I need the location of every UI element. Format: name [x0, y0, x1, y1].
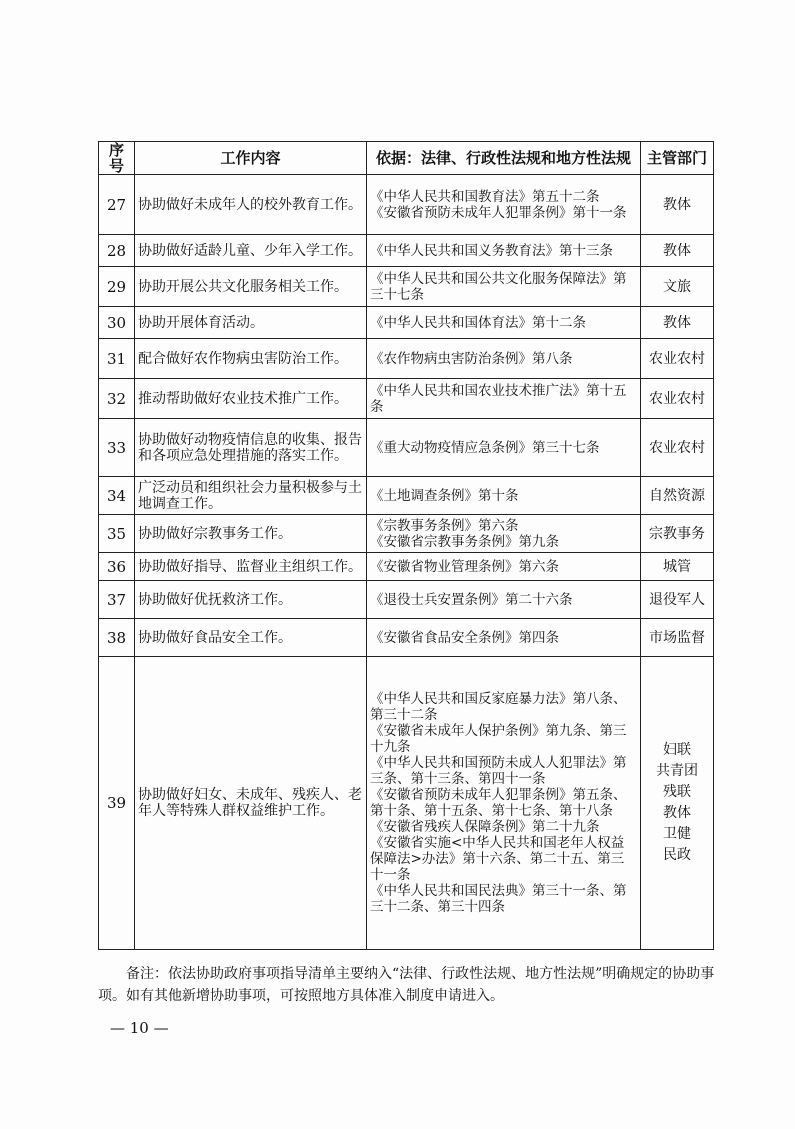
table-row: [99, 657, 714, 950]
row-number: 39: [99, 657, 135, 950]
table-row: [99, 307, 714, 339]
row-number: 28: [99, 235, 135, 267]
row-number: 29: [99, 267, 135, 307]
legal-basis-item: 《中华人民共和国反家庭暴力法》第八条、第三十二条: [370, 691, 627, 723]
department-item: 教体: [663, 196, 691, 213]
work-content: 协助做好妇女、未成年、残疾人、老年人等特殊人群权益维护工作。: [135, 657, 367, 950]
legal-basis-item: 《安徽省未成年人保护条例》第九条、第三十九条: [370, 723, 627, 755]
department-item: 民政: [663, 847, 691, 863]
department-item: 农业农村: [649, 350, 705, 367]
legal-basis-item: 《宗教事务条例》第六条: [370, 517, 519, 534]
legal-basis-item: 《退役士兵安置条例》第二十六条: [370, 591, 573, 608]
row-number: 35: [99, 515, 135, 553]
department-item: 农业农村: [649, 439, 705, 456]
row-number: 37: [99, 581, 135, 619]
row-number: 34: [99, 477, 135, 515]
department-item: 退役军人: [649, 591, 705, 608]
department: [641, 267, 714, 307]
legal-basis-item: 《中华人民共和国体育法》第十二条: [370, 314, 586, 331]
legal-basis: [367, 419, 641, 477]
department-item: 教体: [663, 314, 691, 331]
table-header-row: [99, 142, 714, 175]
legal-basis: [367, 379, 641, 419]
table-row: [99, 619, 714, 657]
table-row: [99, 419, 714, 477]
table-row: [99, 267, 714, 307]
row-number: 32: [99, 379, 135, 419]
department-item: 卫健: [663, 826, 691, 842]
row-number: 27: [99, 175, 135, 235]
legal-basis-item: 《中华人民共和国义务教育法》第十三条: [370, 242, 613, 259]
department: [641, 553, 714, 581]
department: [641, 515, 714, 553]
department: [641, 175, 714, 235]
table-row: [99, 581, 714, 619]
department-item: 教体: [663, 242, 691, 259]
department-item: 共青团: [656, 763, 698, 779]
legal-basis-item: 《安徽省预防未成年人犯罪条例》第五条、第十条、第十五条、第十七条、第十八条: [370, 787, 627, 819]
legal-basis: [367, 553, 641, 581]
department: [641, 477, 714, 515]
work-content: 配合做好农作物病虫害防治工作。: [135, 339, 367, 379]
department: [641, 657, 714, 950]
legal-basis-item: 《重大动物疫情应急条例》第三十七条: [370, 439, 600, 456]
row-number: 30: [99, 307, 135, 339]
department-item: 城管: [663, 558, 691, 575]
table-row: [99, 175, 714, 235]
table-row: [99, 235, 714, 267]
footnote: 备注：依法协助政府事项指导清单主要纳入“法律、行政性法规、地方性法规”明确规定的协助事项。如有其他新增协助事项，可按照地方具体准入制度申请进入。: [98, 966, 715, 1004]
department: [641, 419, 714, 477]
legal-basis: [367, 477, 641, 515]
row-number: 36: [99, 553, 135, 581]
department-item: 宗教事务: [649, 525, 705, 542]
legal-basis: [367, 307, 641, 339]
legal-basis: [367, 657, 641, 950]
legal-basis-item: 《安徽省物业管理条例》第六条: [370, 558, 559, 575]
header-dept: 主管部门: [641, 142, 714, 175]
department-item: 妇联: [663, 742, 691, 758]
header-basis: 依据：法律、行政性法规和地方性法规: [367, 142, 641, 175]
row-number: 38: [99, 619, 135, 657]
work-content: 协助做好未成年人的校外教育工作。: [135, 175, 367, 235]
row-number: 31: [99, 339, 135, 379]
department-item: 教体: [663, 805, 691, 821]
legal-basis-item: 《中华人民共和国教育法》第五十二条: [370, 188, 600, 205]
department: [641, 307, 714, 339]
legal-basis-item: 《中华人民共和国预防未成人人犯罪法》第三条、第十三条、第四十一条: [370, 755, 627, 787]
department: [641, 619, 714, 657]
legal-basis-item: 《安徽省实施<中华人民共和国老年人权益保障法>办法》第十六条、第二十五、第三十一条: [370, 835, 625, 883]
page-number: — 10 —: [110, 1019, 169, 1037]
work-content: 协助开展体育活动。: [135, 307, 367, 339]
table-body: [99, 175, 714, 950]
legal-basis-item: 《安徽省预防未成年人犯罪条例》第十一条: [370, 204, 627, 221]
department-item: 自然资源: [649, 487, 705, 504]
work-content: 广泛动员和组织社会力量积极参与土地调查工作。: [135, 477, 367, 515]
department-item: 文旅: [663, 278, 691, 295]
legal-basis-item: 《安徽省宗教事务条例》第九条: [370, 533, 559, 550]
work-content: 协助开展公共文化服务相关工作。: [135, 267, 367, 307]
legal-basis: [367, 235, 641, 267]
legal-basis: [367, 619, 641, 657]
department-item: 农业农村: [649, 390, 705, 407]
legal-basis-item: 《中华人民共和国农业技术推广法》第十五条: [370, 382, 627, 415]
work-content: 协助做好动物疫情信息的收集、报告和各项应急处理措施的落实工作。: [135, 419, 367, 477]
legal-basis: [367, 581, 641, 619]
department-item: 残联: [663, 784, 691, 800]
work-content: 协助做好优抚救济工作。: [135, 581, 367, 619]
table-row: [99, 515, 714, 553]
legal-basis: [367, 339, 641, 379]
legal-basis-item: 《土地调查条例》第十条: [370, 487, 519, 504]
legal-basis-item: 《安徽省食品安全条例》第四条: [370, 629, 559, 646]
legal-basis-item: 《农作物病虫害防治条例》第八条: [370, 350, 573, 367]
department: [641, 235, 714, 267]
legal-basis-item: 《中华人民共和国公共文化服务保障法》第三十七条: [370, 270, 627, 303]
table-row: [99, 553, 714, 581]
department: [641, 339, 714, 379]
header-num: 序号: [99, 142, 135, 175]
work-content: 推动帮助做好农业技术推广工作。: [135, 379, 367, 419]
work-content: 协助做好指导、监督业主组织工作。: [135, 553, 367, 581]
work-content: 协助做好宗教事务工作。: [135, 515, 367, 553]
table-row: [99, 477, 714, 515]
legal-basis: [367, 267, 641, 307]
legal-basis-item: 《中华人民共和国民法典》第三十一条、第三十二条、第三十四条: [370, 883, 627, 915]
row-number: 33: [99, 419, 135, 477]
work-content: 协助做好食品安全工作。: [135, 619, 367, 657]
department: [641, 581, 714, 619]
legal-basis: [367, 175, 641, 235]
legal-basis: [367, 515, 641, 553]
header-content: 工作内容: [135, 142, 367, 175]
legal-basis-item: 《安徽省残疾人保障条例》第二十九条: [370, 819, 600, 835]
department: [641, 379, 714, 419]
table-row: [99, 339, 714, 379]
table-row: [99, 379, 714, 419]
assistance-items-table: [98, 141, 714, 950]
work-content: 协助做好适龄儿童、少年入学工作。: [135, 235, 367, 267]
department-item: 市场监督: [649, 629, 705, 646]
